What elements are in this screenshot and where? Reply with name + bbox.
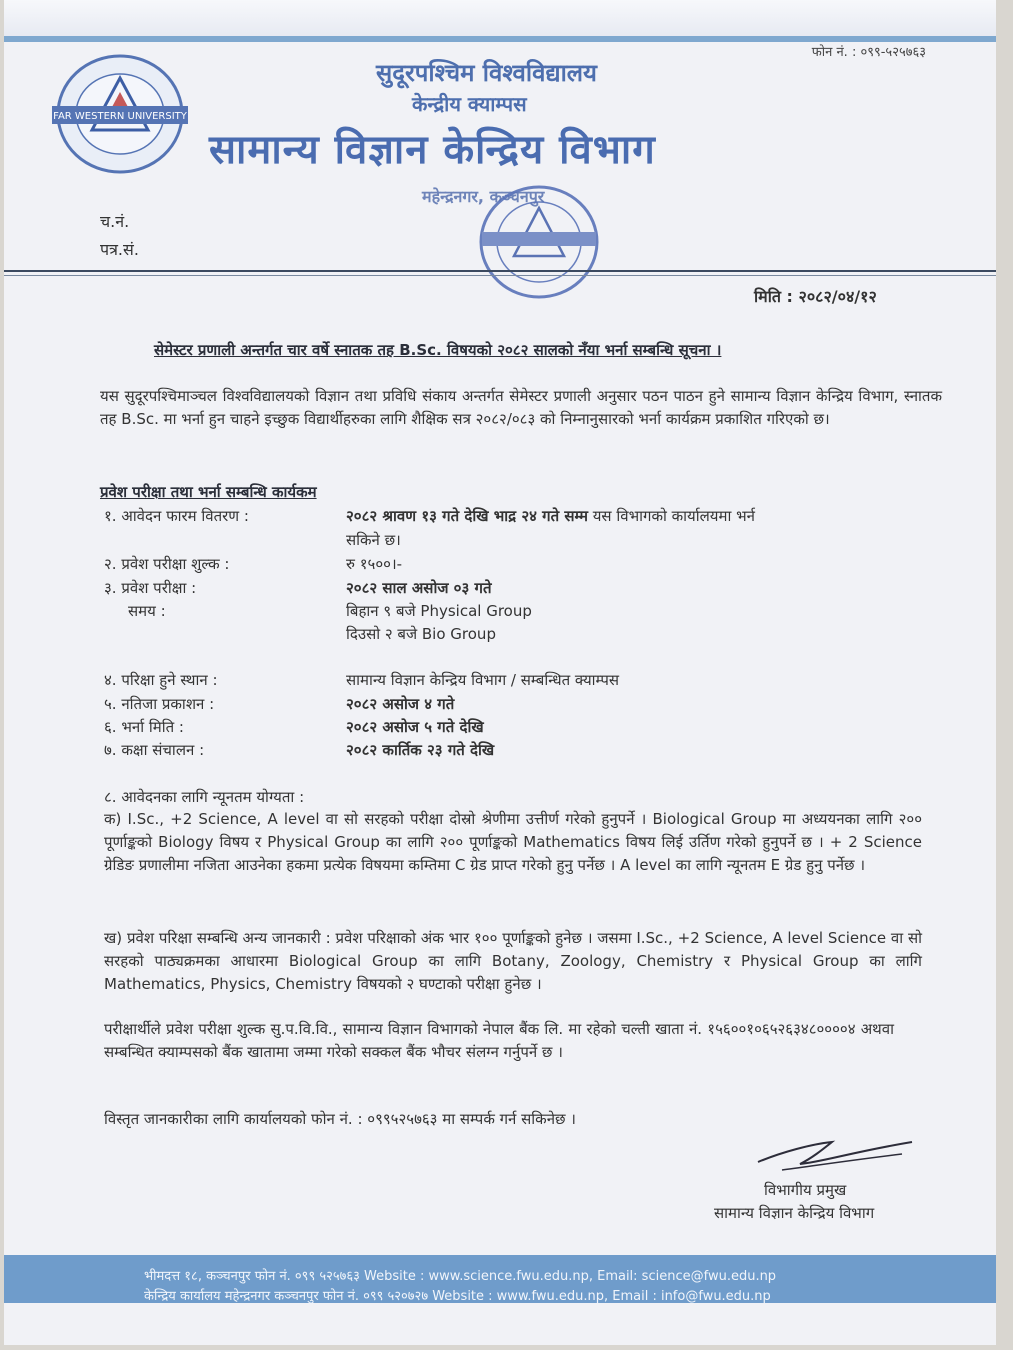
ref-cha: च.नं. (100, 212, 130, 231)
item-4-label: ४. परिक्षा हुने स्थान : (104, 671, 218, 689)
item-2-label: २. प्रवेश परीक्षा शुल्क : (104, 555, 230, 573)
signatory-dept: सामान्य विज्ञान केन्द्रिय विभाग (714, 1204, 875, 1222)
campus-name: केन्द्रीय क्याम्पस (412, 92, 527, 116)
item-7-value: २०८२ कार्तिक २३ गते देखि (346, 741, 495, 759)
header-rule-thin (4, 275, 996, 276)
notice-date: मिति : २०८२/०४/१२ (754, 287, 877, 306)
header-phone: फोन नं. : ०९९-५२५७६३ (811, 45, 926, 60)
top-band (4, 0, 996, 36)
item-5-label: ५. नतिजा प्रकाशन : (104, 695, 215, 713)
item-7-label: ७. कक्षा संचालन : (104, 741, 205, 759)
contact-paragraph: विस्तृत जानकारीका लागि कार्यालयको फोन नं. : ०९९५२५७६३ मा सम्पर्क गर्न सकिनेछ । (104, 1110, 576, 1128)
item-4-value: सामान्य विज्ञान केन्द्रिय विभाग / सम्बन्धित क्याम्पस (346, 671, 619, 689)
university-logo (46, 48, 194, 178)
item-1-value-bold: २०८२ श्रावण १३ गते देखि भाद्र २४ गते सम्म (346, 507, 588, 525)
item-6-label: ६. भर्ना मिति : (104, 718, 184, 736)
signatory-role: विभागीय प्रमुख (764, 1181, 847, 1199)
time-bio: दिउसो २ बजे Bio Group (346, 625, 496, 643)
item-1-value (346, 506, 755, 526)
time-label: समय : (128, 602, 166, 620)
item-1-label: १. आवेदन फारम वितरण : (104, 507, 249, 525)
eligibility-b: ख) प्रवेश परिक्षा सम्बन्धि अन्य जानकारी : प्रवेश परिक्षाको अंक भार १०० पूर्णाङ्कको हुनेछ । जसमा I.Sc., +2 Science, A level Science वा सो सरहको पाठ्यक्रमका आधारमा Biological Group का लागि Botany, Zoology, Chemistry र Physical Group का लागि Mathematics, Physics, Chemistry विषयको २ घण्टाको परीक्षा हुनेछ । (104, 929, 922, 993)
footer-line-1: भीमदत्त १८, कञ्चनपुर फोन नं. ०९९ ५२५७६३ Website : www.science.fwu.edu.np, Email: science@fwu.edu.np (144, 1269, 777, 1284)
item-3-value: २०८२ साल असोज ०३ गते (346, 579, 492, 597)
notice-subject: सेमेस्टर प्रणाली अन्तर्गत चार वर्षे स्नातक तह B.Sc. विषयको २०८२ सालको नँया भर्ना सम्बन्धि सूचना । (154, 341, 722, 359)
footer-line-2: केन्द्रिय कार्यालय महेन्द्रनगर कञ्चनपुर फोन नं. ०९९ ५२०७२७ Website : www.fwu.edu.np, Email : info@fwu.edu.np (144, 1289, 771, 1304)
notice-sheet (4, 0, 996, 1345)
schedule-title: प्रवेश परीक्षा तथा भर्ना सम्बन्धि कार्यकम (100, 483, 317, 501)
item-1-value-line2: सकिने छ। (346, 531, 401, 549)
header-rule (4, 270, 996, 272)
item-3-label: ३. प्रवेश परीक्षा : (104, 579, 197, 597)
time-physical: बिहान ९ बजे Physical Group (346, 602, 532, 620)
item-2-value: रु १५००।- (346, 555, 403, 573)
item-1-value-rest: यस विभागको कार्यालयमा भर्न (587, 507, 755, 525)
svg-text:FAR WESTERN UNIVERSITY: FAR WESTERN UNIVERSITY (53, 111, 187, 122)
intro-paragraph: यस सुदूरपश्चिमाञ्चल विश्वविद्यालयको विज्ञान तथा प्रविधि संकाय अन्तर्गत सेमेस्टर प्रणाली अनुसार पठन पाठन हुने सामान्य विज्ञान केन्द्रिय विभाग, स्नातक तह B.Sc. मा भर्ना हुन चाहने इच्छुक विद्यार्थीहरुका लागि शैक्षिक सत्र २०८२/०८३ को निम्नानुसारको भर्ना कार्यक्रम प्रकाशित गरिएको छ। (100, 387, 942, 428)
department-name: सामान्य विज्ञान केन्द्रिय विभाग (209, 127, 656, 173)
university-name: सुदूरपश्चिम विश्वविद्यालय (376, 59, 597, 87)
ref-patra: पत्र.सं. (100, 240, 139, 259)
payment-paragraph: परीक्षार्थीले प्रवेश परीक्षा शुल्क सु.प.वि.वि., सामान्य विज्ञान विभागको नेपाल बैंक लि. मा रहेको चल्ती खाता नं. १५६००१०६५२६३४८००००४ अथवा सम्बन्धित क्याम्पसको बैंक खातामा जम्मा गरेको सक्कल बैंक भौचर संलग्न गर्नुपर्ने छ । (104, 1020, 894, 1061)
office-stamp (474, 180, 604, 305)
signature (752, 1132, 917, 1177)
eligibility-a: क) I.Sc., +2 Science, A level वा सो सरहको परीक्षा दोस्रो श्रेणीमा उत्तीर्ण गरेको हुनुपर्ने । Biological Group मा अध्ययनका लागि २०० पूर्णाङ्कको Biology विषय र Physical Group का लागि २०० पूर्णाङ्कको Mathematics विषय लिई उर्तिण गरेको हुनुपर्ने छ । + 2 Science ग्रेडिङ प्रणालीमा नजिता आउनेका हकमा प्रत्येक विषयमा कम्तिमा C ग्रेड प्राप्त गरेको हुनु पर्नेछ । A level का लागि न्यूनतम E ग्रेड हुनु पर्नेछ । (104, 810, 922, 874)
city-name: महेन्द्रनगर, कञ्चनपुर (422, 187, 545, 206)
item-5-value: २०८२ असोज ४ गते (346, 695, 455, 713)
item-6-value: २०८२ असोज ५ गते देखि (346, 718, 484, 736)
eligibility-title: ८. आवेदनका लागि न्यूनतम योग्यता : (104, 788, 305, 806)
